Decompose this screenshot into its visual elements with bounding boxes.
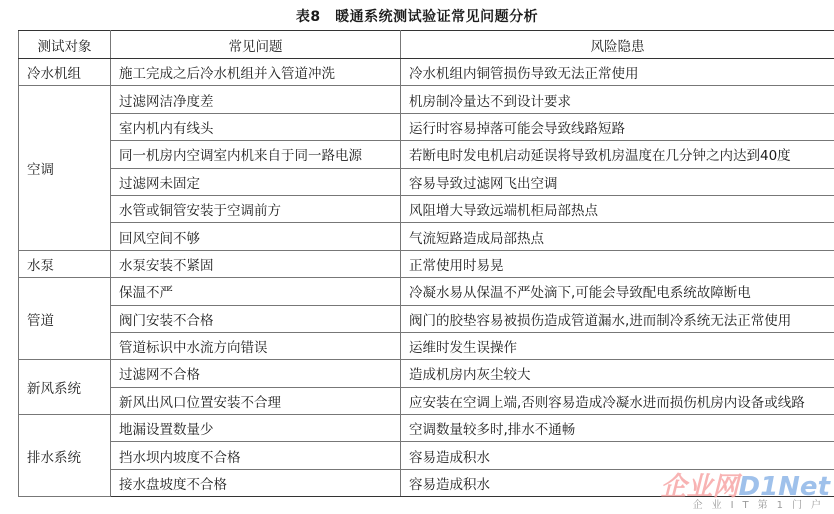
risk-cell: 冷凝水易从保温不严处滴下,可能会导致配电系统故障断电 <box>401 278 834 305</box>
table-row <box>19 141 834 168</box>
risk-cell: 运行时容易掉落可能会导致线路短路 <box>401 113 834 140</box>
risk-cell: 气流短路造成局部热点 <box>401 223 834 250</box>
table-row <box>19 360 834 387</box>
test-object-cell: 管道 <box>19 278 111 360</box>
problem-cell: 新风出风口位置安装不合理 <box>111 387 401 414</box>
problem-cell: 地漏设置数量少 <box>111 415 401 442</box>
risk-cell: 空调数量较多时,排水不通畅 <box>401 415 834 442</box>
problem-cell: 回风空间不够 <box>111 223 401 250</box>
risk-cell: 容易导致过滤网飞出空调 <box>401 168 834 195</box>
header-test-object: 测试对象 <box>19 31 111 59</box>
risk-cell: 运维时发生误操作 <box>401 332 834 359</box>
table-row <box>19 86 834 113</box>
watermark-slogan: 企业IT第1门户 <box>692 500 830 511</box>
problem-cell: 室内机内有线头 <box>111 113 401 140</box>
watermark-logo: 企业网D1Net <box>660 472 830 502</box>
table-title: 表8 暖通系统测试验证常见问题分析 <box>295 9 539 25</box>
problem-cell: 水泵安装不紧固 <box>111 250 401 277</box>
risk-cell: 若断电时发电机启动延误将导致机房温度在几分钟之内达到40度 <box>401 141 834 168</box>
risk-cell: 容易造成积水 <box>401 442 834 469</box>
table-row <box>19 113 834 140</box>
problem-cell: 挡水坝内坡度不合格 <box>111 442 401 469</box>
problem-cell: 同一机房内空调室内机来自于同一路电源 <box>111 141 401 168</box>
risk-cell: 正常使用时易晃 <box>401 250 834 277</box>
risk-cell: 应安装在空调上端,否则容易造成冷凝水进而损伤机房内设备或线路 <box>401 387 834 414</box>
problem-cell: 管道标识中水流方向错误 <box>111 332 401 359</box>
risk-cell: 阀门的胶垫容易被损伤造成管道漏水,进而制冷系统无法正常使用 <box>401 305 834 332</box>
risk-cell: 风阻增大导致远端机柜局部热点 <box>401 195 834 222</box>
problem-cell: 施工完成之后冷水机组并入管道冲洗 <box>111 59 401 86</box>
problem-cell: 接水盘坡度不合格 <box>111 469 401 496</box>
table-row <box>19 387 834 414</box>
test-object-cell: 水泵 <box>19 250 111 277</box>
problem-cell: 保温不严 <box>111 278 401 305</box>
problem-analysis-table <box>18 30 834 497</box>
problem-cell: 阀门安装不合格 <box>111 305 401 332</box>
table-row <box>19 415 834 442</box>
test-object-cell: 新风系统 <box>19 360 111 415</box>
test-object-cell: 排水系统 <box>19 415 111 497</box>
test-object-cell: 空调 <box>19 86 111 250</box>
header-risk: 风险隐患 <box>401 31 834 59</box>
table-header-row <box>19 31 834 59</box>
risk-cell: 机房制冷量达不到设计要求 <box>401 86 834 113</box>
table-row <box>19 223 834 250</box>
table-row <box>19 305 834 332</box>
problem-cell: 水管或铜管安装于空调前方 <box>111 195 401 222</box>
risk-cell: 容易造成积水 <box>401 469 834 496</box>
problem-cell: 过滤网不合格 <box>111 360 401 387</box>
table-row <box>19 195 834 222</box>
problem-cell: 过滤网洁净度差 <box>111 86 401 113</box>
table-row <box>19 168 834 195</box>
header-common-problem: 常见问题 <box>111 31 401 59</box>
table-row <box>19 59 834 86</box>
problem-cell: 过滤网未固定 <box>111 168 401 195</box>
test-object-cell: 冷水机组 <box>19 59 111 86</box>
risk-cell: 造成机房内灰尘较大 <box>401 360 834 387</box>
table-row <box>19 278 834 305</box>
table-row <box>19 469 834 496</box>
table-row <box>19 250 834 277</box>
table-row <box>19 442 834 469</box>
table-row <box>19 332 834 359</box>
risk-cell: 冷水机组内铜管损伤导致无法正常使用 <box>401 59 834 86</box>
